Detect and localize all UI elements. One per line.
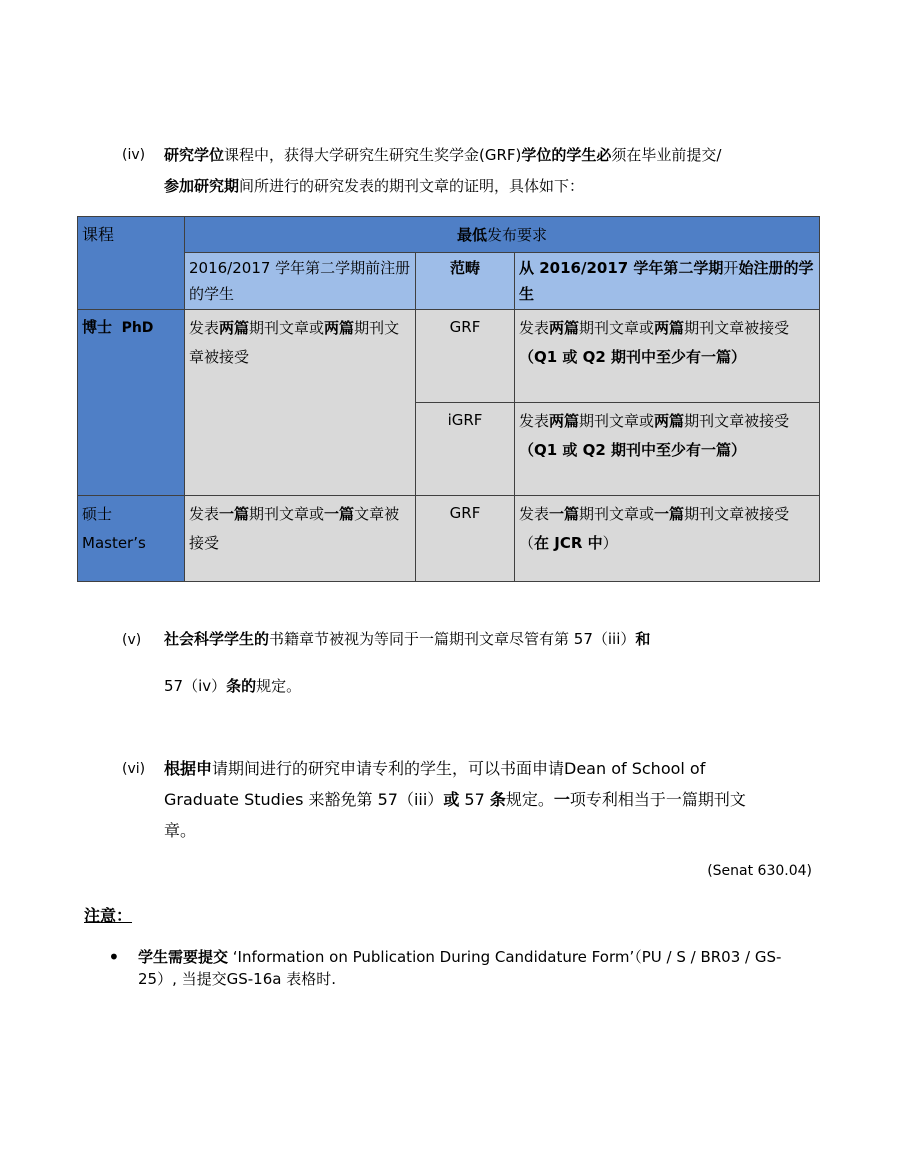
col-header-after: 从 2016/2017 学年第二学期开始注册的学生 [515, 253, 820, 310]
notes-bullet-text: 学生需要提交 ‘Information on Publication During Candidature Form’（PU / S / BR03 / GS-25）, 当提交GS-16a 表格时. [138, 948, 782, 988]
phd-row-label: 博士 PhD [78, 310, 185, 496]
masters-before-requirement: 发表一篇期刊文章或一篇文章被接受 [185, 496, 416, 582]
phd-before-requirement: 发表两篇期刊文章或两篇期刊文章被接受 [185, 310, 416, 496]
item-iv-text [164, 140, 824, 202]
notes-title: 注意： [84, 906, 133, 925]
col-header-before: 2016/2017 学年第二学期前注册的学生 [185, 253, 416, 310]
phd-igrf-requirement: 发表两篇期刊文章或两篇期刊文章被接受 （Q1 或 Q2 期刊中至少有一篇） [515, 403, 820, 496]
course-header-cell [78, 217, 185, 310]
item-iv-number: (iv) [122, 147, 146, 163]
item-v-number: (v) [122, 632, 142, 648]
bullet-point: • [108, 945, 120, 969]
masters-grf-category: GRF [416, 496, 515, 582]
phd-igrf-category: iGRF [416, 403, 515, 496]
phd-grf-requirement: 发表两篇期刊文章或两篇期刊文章被接受 （Q1 或 Q2 期刊中至少有一篇） [515, 310, 820, 403]
item-iv-line1: 研究学位课程中，获得大学研究生研究生奖学金(GRF)学位的学生必须在毕业前提交/ [164, 146, 722, 164]
item-vi-line1: 根据申请期间进行的研究申请专利的学生，可以书面申请Dean of School of [164, 759, 706, 778]
senat-reference: (Senat 630.04) [707, 863, 812, 879]
min-requirement-header: 最低发布要求 [185, 217, 820, 253]
item-v-line2: 57（iv）条的规定。 [164, 677, 302, 695]
item-v-line1: 社会科学学生的书籍章节被视为等同于一篇期刊文章尽管有第 57（iii）和 [164, 630, 651, 648]
phd-grf-category: GRF [416, 310, 515, 403]
item-vi-number: (vi) [122, 761, 146, 777]
publication-requirements-table [77, 216, 820, 582]
item-vi-line3: 章。 [164, 821, 197, 840]
col-header-category: 范畴 [416, 253, 515, 310]
item-vi-line2: Graduate Studies 来豁免第 57（iii）或 57 条规定。一项专利相当于一篇期刊文 [164, 790, 746, 809]
item-vi-text [164, 753, 824, 846]
masters-grf-requirement: 发表一篇期刊文章或一篇期刊文章被接受（在 JCR 中） [515, 496, 820, 582]
course-header: 课程 [82, 225, 115, 244]
item-iv-line2: 参加研究期间所进行的研究发表的期刊文章的证明，具体如下： [164, 177, 585, 195]
masters-row-label: 硕士 Master’s [78, 496, 185, 582]
